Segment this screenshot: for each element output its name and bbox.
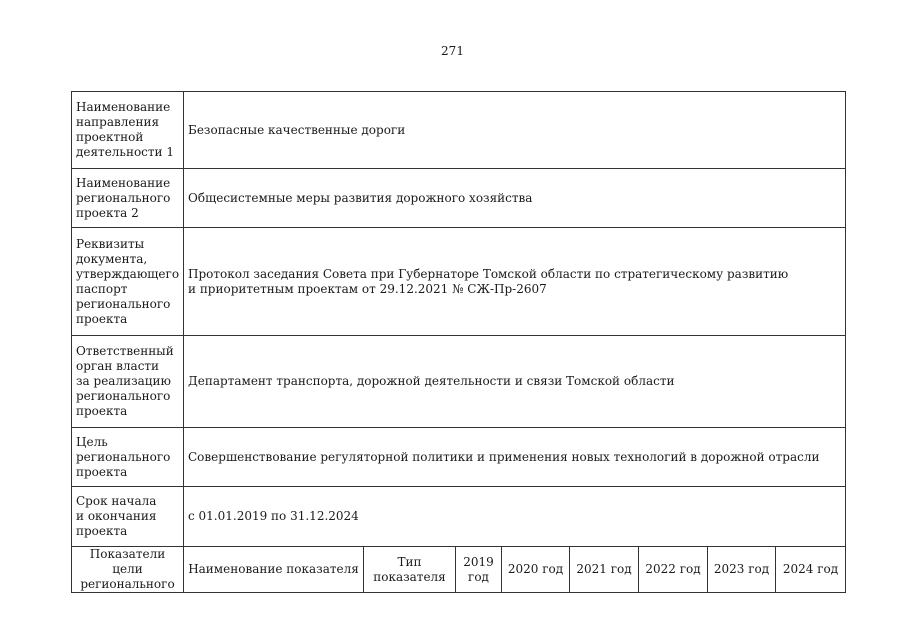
row-value-document: Протокол заседания Совета при Губернаторе Томской области по стратегическому развитию и приоритетным проектам от 29.12.2021 № СЖ-Пр-2607 [184, 228, 846, 336]
row-label-period: Срок начала и окончания проекта [72, 487, 184, 547]
row-label-document: Реквизиты документа, утверждающего паспорт регионального проекта [72, 228, 184, 336]
row-label-goal: Цель регионального проекта [72, 428, 184, 487]
year-2021-header: 2021 год [570, 547, 639, 593]
row-label-direction: Наименование направления проектной деятельности 1 [72, 92, 184, 169]
row-value-period: с 01.01.2019 по 31.12.2024 [184, 487, 846, 547]
year-2019-header: 2019 год [456, 547, 502, 593]
row-value-project-name: Общесистемные меры развития дорожного хозяйства [184, 169, 846, 228]
table-row-document [72, 228, 846, 336]
table-row-goal [72, 428, 846, 487]
indicator-type-header: Тип показателя [364, 547, 456, 593]
row-value-direction: Безопасные качественные дороги [184, 92, 846, 169]
table-row-project-name [72, 169, 846, 228]
row-value-goal: Совершенствование регуляторной политики и применения новых технологий в дорожной отрасли [184, 428, 846, 487]
indicators-label: Показатели цели регионального [72, 547, 184, 593]
page-number: 271 [441, 44, 464, 58]
table-row-direction [72, 92, 846, 169]
project-passport-table [71, 91, 846, 593]
row-value-responsible: Департамент транспорта, дорожной деятельности и связи Томской области [184, 336, 846, 428]
table-row-period [72, 487, 846, 547]
year-2023-header: 2023 год [708, 547, 776, 593]
indicator-name-header: Наименование показателя [184, 547, 364, 593]
row-label-project-name: Наименование регионального проекта 2 [72, 169, 184, 228]
year-2022-header: 2022 год [639, 547, 708, 593]
row-label-responsible: Ответственный орган власти за реализацию регионального проекта [72, 336, 184, 428]
table-row-responsible [72, 336, 846, 428]
year-2020-header: 2020 год [502, 547, 570, 593]
year-2024-header: 2024 год [776, 547, 846, 593]
indicators-header-row [72, 547, 846, 593]
